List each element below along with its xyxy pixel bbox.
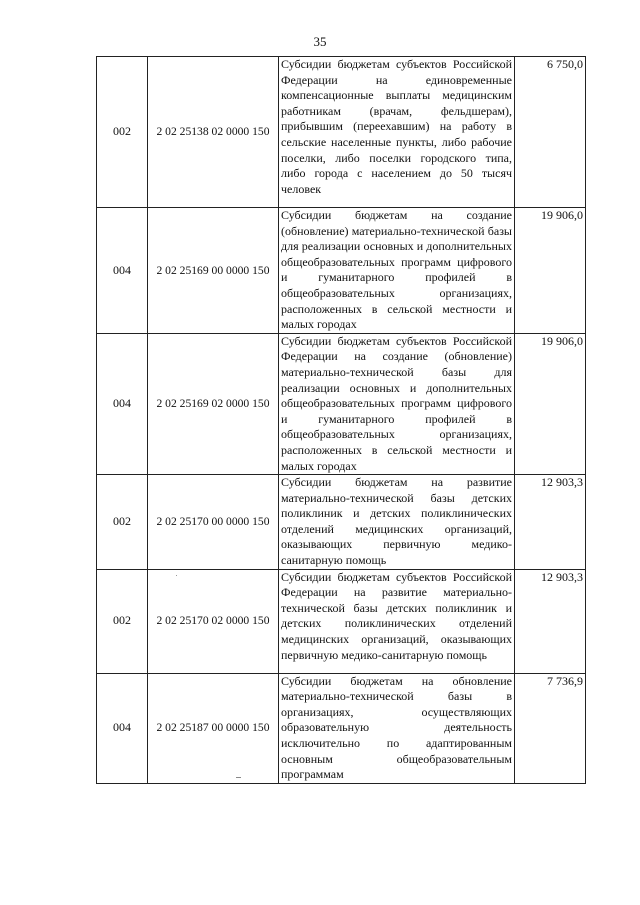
admin-code-cell: 004 xyxy=(97,333,148,474)
admin-code-cell: 004 xyxy=(97,208,148,334)
amount-cell: 12 903,3 xyxy=(515,569,586,673)
budget-code-cell: 2 02 25138 02 0000 150 xyxy=(148,57,279,208)
table-row xyxy=(97,569,586,673)
budget-code-cell: 2 02 25170 02 0000 150 xyxy=(148,569,279,673)
page-number: 35 xyxy=(313,34,327,49)
table-row xyxy=(97,57,586,208)
revenue-name-cell: Субсидии бюджетам на развитие материально-технической базы детских поликлиник и детских поликлинических отделений медицинских организаций, оказывающих первичную медико-санитарную помощь xyxy=(279,475,515,570)
amount-cell: 19 906,0 xyxy=(515,208,586,334)
table-row xyxy=(97,333,586,474)
amount-cell: 7 736,9 xyxy=(515,673,586,783)
admin-code-cell: 002 xyxy=(97,475,148,570)
budget-revenue-table xyxy=(96,56,586,784)
admin-code-cell: 002 xyxy=(97,57,148,208)
admin-code-cell: 004 xyxy=(97,673,148,783)
revenue-name-cell: Субсидии бюджетам субъектов Российской Федерации на развитие материально-технической базы детских поликлиник и детских поликлинических отделений медицинских организаций, оказывающих первичную медико-санитарную помощь xyxy=(279,569,515,673)
amount-cell: 12 903,3 xyxy=(515,475,586,570)
revenue-name-cell: Субсидии бюджетам на обновление материально-технической базы в организациях, осуществляющих образовательную деятельность исключительно по адаптированным основным общеобразовательным программам xyxy=(279,673,515,783)
scan-speck xyxy=(176,575,177,576)
table-row xyxy=(97,208,586,334)
table-row xyxy=(97,673,586,783)
amount-cell: 6 750,0 xyxy=(515,57,586,208)
budget-code-cell: 2 02 25187 00 0000 150 xyxy=(148,673,279,783)
revenue-name-cell: Субсидии бюджетам субъектов Российской Федерации на создание (обновление) материально-технической базы для реализации основных и дополнительных общеобразовательных программ цифрового и гуманитарного профилей в общеобразовательных организациях, расположенных в сельской местности и малых городах xyxy=(279,333,515,474)
revenue-name-cell: Субсидии бюджетам субъектов Российской Федерации на единовременные компенсационные выплаты медицинским работникам (врачам, фельдшерам), прибывшим (переехавшим) на работу в сельские населенные пункты, либо рабочие поселки, либо поселки городского типа, либо города с населением до 50 тысяч человек xyxy=(279,57,515,208)
budget-code-cell: 2 02 25169 02 0000 150 xyxy=(148,333,279,474)
scan-mark xyxy=(236,777,241,778)
amount-cell: 19 906,0 xyxy=(515,333,586,474)
table-row xyxy=(97,475,586,570)
admin-code-cell: 002 xyxy=(97,569,148,673)
revenue-name-cell: Субсидии бюджетам на создание (обновление) материально-технической базы для реализации основных и дополнительных общеобразовательных программ цифрового и гуманитарного профилей в общеобразовательных организациях, расположенных в сельской местности и малых городах xyxy=(279,208,515,334)
budget-code-cell: 2 02 25170 00 0000 150 xyxy=(148,475,279,570)
budget-code-cell: 2 02 25169 00 0000 150 xyxy=(148,208,279,334)
